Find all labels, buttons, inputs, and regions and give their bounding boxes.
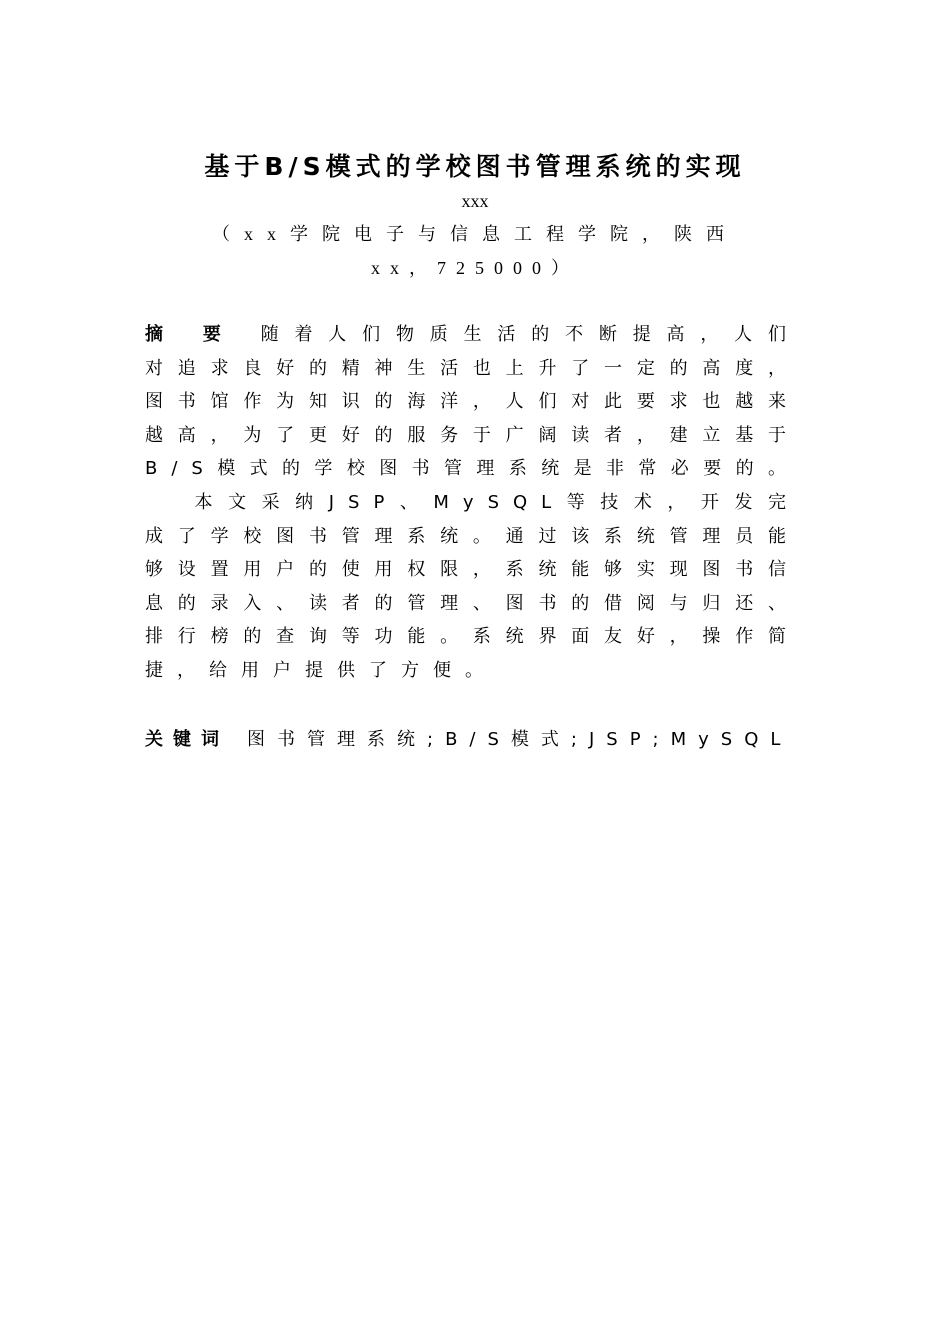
keywords-label: 关键词	[145, 729, 229, 750]
abstract-text-2: 本文采纳JSP、MySQL等技术，开发完成了学校图书管理系统。通过该系统管理员能够设置用户的使用权限，系统能够实现图书信息的录入、读者的管理、图书的借阅与归还、排行榜的查询等功能。系统界面友好，操作简捷，给用户提供了方便。	[145, 491, 800, 681]
paper-author: xxx	[461, 191, 489, 211]
affiliation-line-2: xx，725000）	[371, 258, 579, 278]
keywords-text: 图书管理系统;B/S模式;JSP;MySQL	[247, 729, 793, 750]
affiliation-line-1: （xx学院电子与信息工程学院，陕西	[212, 224, 738, 244]
abstract-label: 摘要	[145, 324, 261, 345]
paper-title: 基于B/S模式的学校图书管理系统的实现	[204, 152, 746, 181]
abstract-paragraph-1	[145, 318, 800, 486]
abstract-text-1: 随着人们物质生活的不断提高，人们对追求良好的精神生活也上升了一定的高度，图书馆作为知识的海洋，人们对此要求也越来越高，为了更好的服务于广阔读者，建立基于B/S模式的学校图书管理系统是非常必要的。	[145, 324, 801, 480]
keywords	[145, 724, 800, 756]
abstract	[145, 318, 800, 688]
abstract-paragraph-2	[145, 486, 800, 688]
